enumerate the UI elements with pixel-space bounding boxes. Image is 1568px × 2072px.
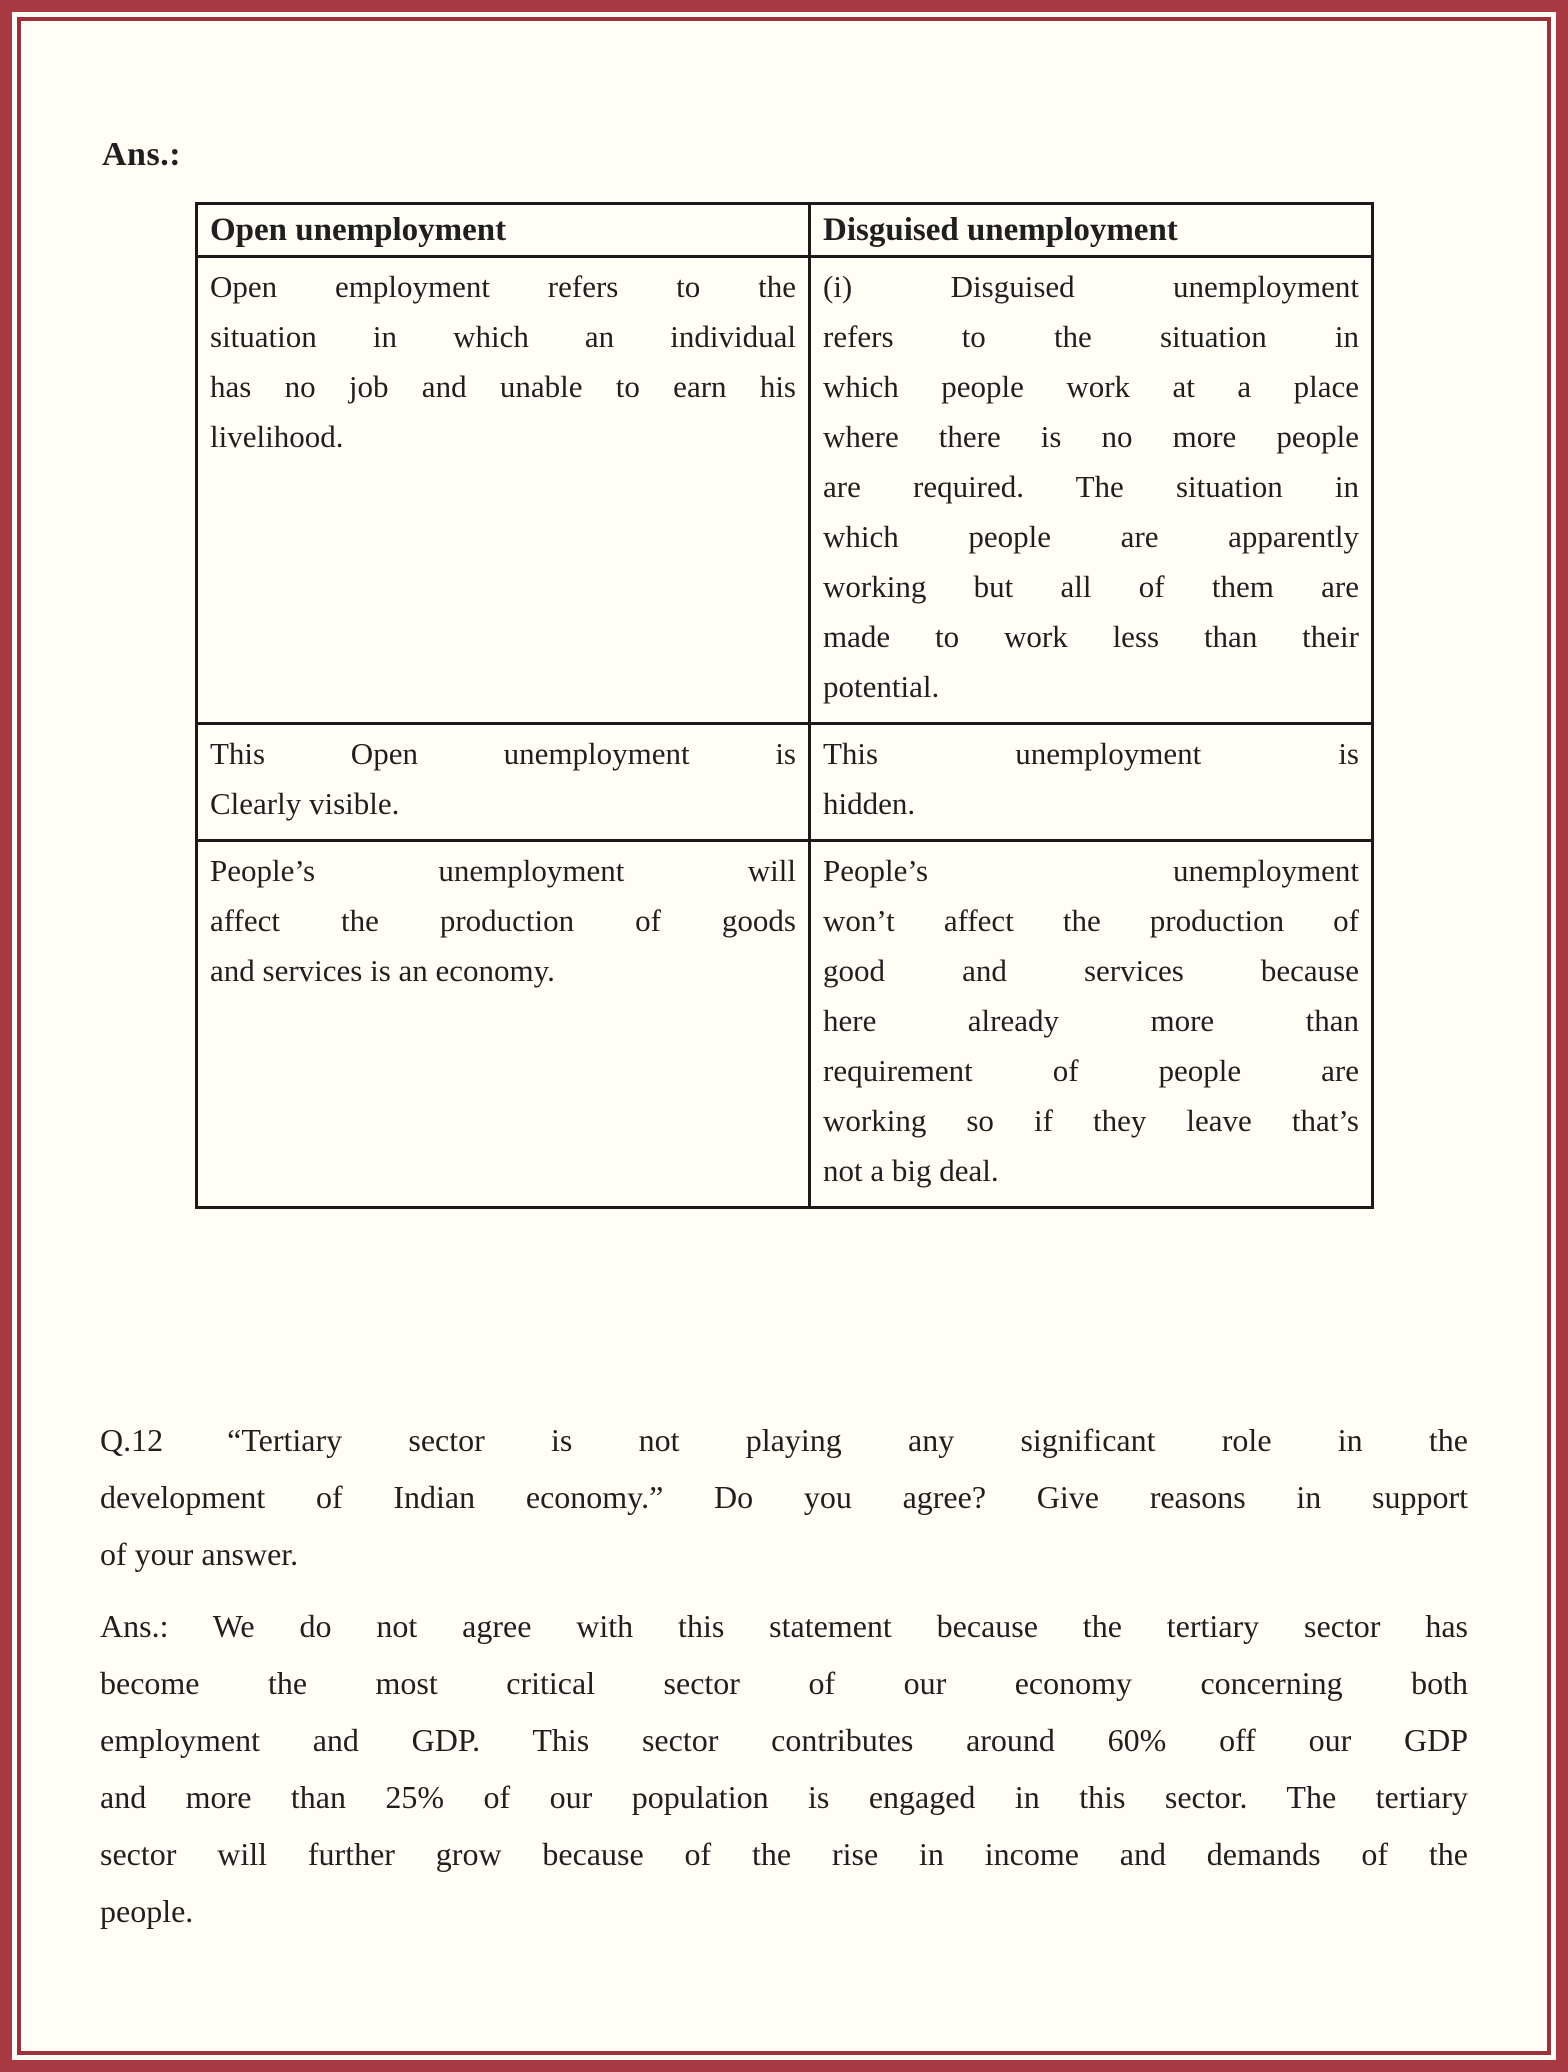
table-cell-disguised-visibility: This unemployment is hidden. bbox=[810, 724, 1373, 841]
table-cell-open-definition: Open employment refers to the situation in which an individual has no job and unable to earn his livelihood. bbox=[197, 257, 810, 724]
comparison-table bbox=[195, 202, 1374, 1209]
table-cell-open-production: People’s unemployment will affect the production of goods and services is an economy. bbox=[197, 841, 810, 1208]
table-header-row bbox=[197, 204, 1373, 257]
table-row bbox=[197, 841, 1373, 1208]
table-header-open: Open unemployment bbox=[197, 204, 810, 257]
table-row bbox=[197, 724, 1373, 841]
answer-heading: Ans.: bbox=[102, 136, 182, 173]
answer-12-text: Ans.: We do not agree with this statement because the tertiary sector has become the most critical sector of our economy concerning both employment and GDP. This sector contributes around 60% off our GDP and more than 25% of our population is engaged in this sector. The tertiary sector will further grow because of the rise in income and demands of the people. bbox=[100, 1608, 1468, 1929]
table-row bbox=[197, 257, 1373, 724]
table-cell-open-visibility: This Open unemployment is Clearly visible. bbox=[197, 724, 810, 841]
table-cell-disguised-definition: (i) Disguised unemployment refers to the situation in which people work at a place where there is no more people are required. The situation in which people are apparently working but all of them are made to work less than their potential. bbox=[810, 257, 1373, 724]
table-cell-disguised-production: People’s unemployment won’t affect the production of good and services because here already more than requirement of people are working so if they leave that’s not a big deal. bbox=[810, 841, 1373, 1208]
question-12-text: Q.12 “Tertiary sector is not playing any significant role in the development of Indian economy.” Do you agree? Give reasons in support of your answer. bbox=[100, 1422, 1468, 1572]
table-header-disguised: Disguised unemployment bbox=[810, 204, 1373, 257]
